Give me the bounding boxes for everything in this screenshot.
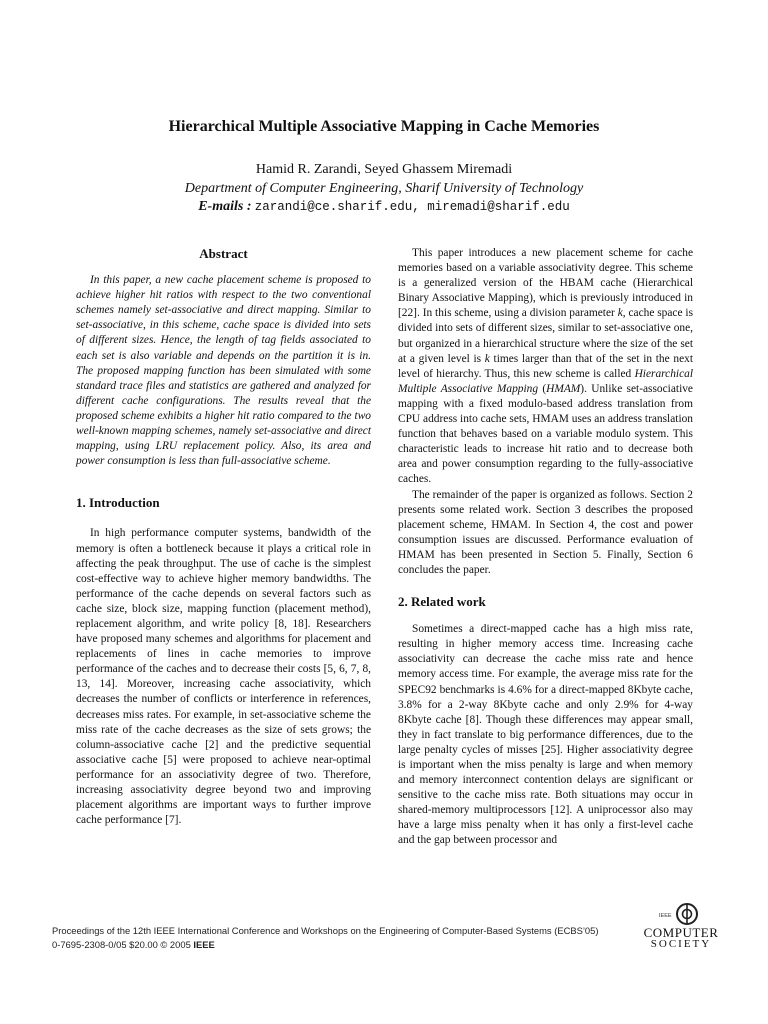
emails-addresses: zarandi@ce.sharif.edu, miremadi@sharif.edu [254, 200, 570, 214]
introduction-paragraph: In high performance computer systems, bandwidth of the memory is often a bottleneck because it plays a critical role in affecting the peak throughput. The use of cache is the simplest cost-effective way to achieve higher memory bandwidths. The performance of the cache depends on several factors such as cache size, block size, mapping function (placement method), replacement algorithm, and write policy [8, 18]. Researchers have proposed many schemes and algorithms for placement and replacements of lines in cache memories to improve performance of the caches and to decrease their costs [5, 6, 7, 8, 13, 14]. Moreover, increasing cache associativity, which decreases the number of conflicts or interference in references, decreases miss rates. For example, in set-associative scheme the miss rate of the cache decreases as the size of sets grows; the column-associative cache [2] and the predictive sequential associative cache [5] were proposed to achieve near-optimal performance for an associativity degree of two. Therefore, increasing associativity degree beyond two and improving placement algorithms are important ways to further improve cache performance [7]. [76, 527, 371, 827]
text-run: This paper introduces a new placement scheme for cache memories based on a variable associativity degree. This scheme is a generalized version of the HBAM cache (Hierarchical Binary Associative Mapping), which is previously introduced in [22]. In this scheme, using a division parameter [398, 247, 693, 320]
computer-society-logo [636, 902, 726, 962]
paper-authors: Hamid R. Zarandi, Seyed Ghassem Miremadi [255, 162, 513, 177]
abstract-heading: Abstract [199, 246, 248, 261]
proceedings-line: Proceedings of the 12th IEEE International Conference and Workshops on the Engineering of Computer-Based Systems (ECBS’05) [52, 925, 599, 936]
right-column [398, 246, 693, 849]
text-run: times larger than that of the set in the next level of hierarchy. Thus, this new scheme is called [398, 352, 693, 380]
abstract-text: In this paper, a new cache placement scheme is proposed to achieve higher hit ratios with respect to the two conventional schemes namely set-associative and direct mapping. Similar to set-associative, in this scheme, cache space is divided into sets of different sizes. Hence, the length of tag fields associated to each set is also variable and depends on the partition it is in. The proposed mapping function has been simulated with some standard trace files and statistics are gathered and analyzed for different cache configurations. The results reveal that the proposed scheme exhibits a higher hit ratio compared to the two well-known mapping schemes, namely set-associative and direct mapping, using LRU replacement policy. Also, its area and power consumption is less than full-associative scheme. [76, 274, 371, 468]
ieee-cs-emblem-icon [659, 902, 703, 926]
text-run: , cache space is divided into sets of different sizes, similar to set-associative one, but organized in a hierarchical structure where the size of the set at a given level is [398, 307, 694, 365]
emails-label: E-mails : [198, 199, 252, 214]
text-run: ( [538, 382, 547, 395]
organization-paragraph: The remainder of the paper is organized as follows. Section 2 presents some related work. Section 3 describes the proposed placement scheme, HMAM. In Section 4, the cost and power consumption issues are discussed. Performance evaluation of HMAM has been presented in Section 5. Finally, Section 6 concludes the paper. [398, 488, 693, 576]
isbn-line [52, 938, 622, 952]
related-work-paragraph: Sometimes a direct-mapped cache has a high miss rate, resulting in higher memory access time. Increasing cache associativity can decrease the cache miss rate and hence memory access time. For example, the average miss rate for the SPEC92 benchmarks is 4.6% for a direct-mapped 8Kbyte cache, 3.8% for a 2-way 8Kbyte cache and only 2.9% for 4-way 8Kbyte cache [8]. Though these differences may appear small, they in fact translate to big performance differences, due to the large penalty cycles of misses [25]. Higher associativity degree is important when the miss penalty is large and when memory and memory interconnect contention delays are significant or sensitive to the cache miss rate. Both situations may occur in shared-memory multiprocessors [12]. A uniprocessor also may have a large miss penalty when it has only a first-level cache and the gap between processor and [398, 623, 693, 847]
logo-computer-text: COMPUTER [643, 925, 719, 940]
related-work-heading: 2. Related work [398, 594, 486, 610]
param-k: k [617, 307, 623, 320]
left-column [76, 246, 371, 828]
author-affiliation: Department of Computer Engineering, Sharif University of Technology [184, 181, 584, 196]
paper-title: Hierarchical Multiple Associative Mapping in Cache Memories [168, 118, 600, 135]
scheme-abbreviation: HMAM [546, 382, 581, 395]
ieee-mark: IEEE [193, 939, 215, 950]
intro-continued-paragraph [398, 246, 693, 488]
text-run: ). Unlike set-associative mapping with a fixed modulo-based address translation from CPU address into cache sets, HMAM uses an address translation function that behaves based on a variable modulo system. This characteristic leads to increase hit ratio and to decrease both area and power consumption regarding to the fully-associative caches. [398, 382, 693, 486]
isbn-text: 0-7695-2308-0/05 $20.00 © 2005 [52, 939, 194, 950]
logo-society-text: SOCIETY [650, 938, 712, 950]
author-emails [0, 198, 768, 215]
param-k: k [484, 352, 490, 365]
scheme-name: Hierarchical Multiple Associative Mapping [398, 367, 693, 395]
introduction-heading: 1. Introduction [76, 495, 160, 511]
logo-ieee-text: IEEE [659, 913, 672, 919]
proceedings-footer [52, 924, 622, 952]
